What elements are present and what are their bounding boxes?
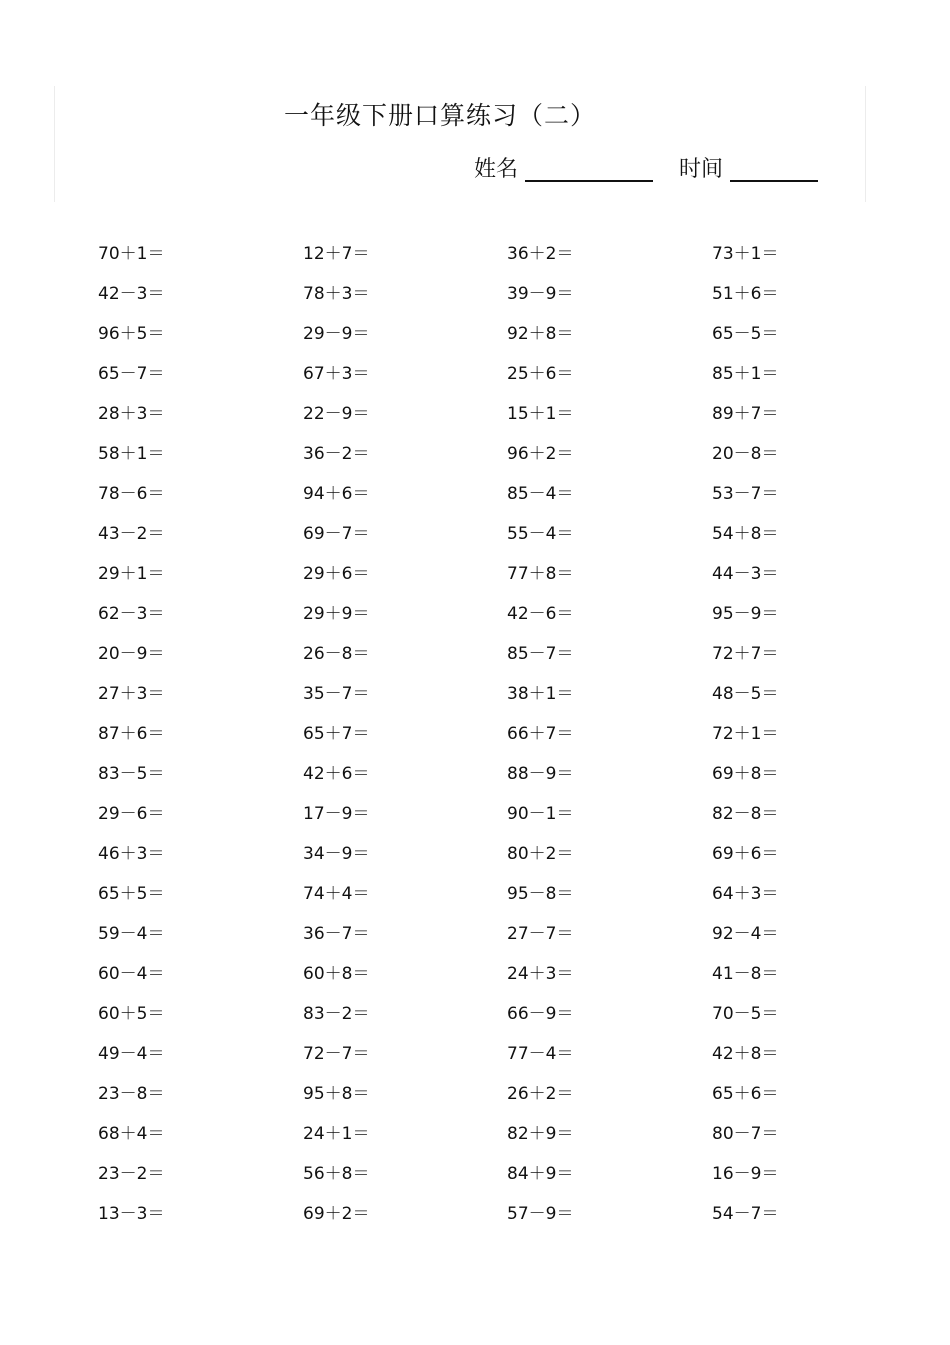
arithmetic-problem: 72－7＝: [303, 1044, 370, 1064]
arithmetic-problem: 57－9＝: [507, 1204, 574, 1224]
name-label: 姓名: [474, 157, 519, 182]
arithmetic-problem: 24＋1＝: [303, 1124, 370, 1144]
arithmetic-problem: 77－4＝: [507, 1044, 574, 1064]
arithmetic-problem: 85－4＝: [507, 484, 574, 504]
arithmetic-problem: 80－7＝: [712, 1124, 779, 1144]
arithmetic-problem: 65－5＝: [712, 324, 779, 344]
arithmetic-problem: 17－9＝: [303, 804, 370, 824]
problem-row: [98, 600, 918, 640]
arithmetic-problem: 69＋8＝: [712, 764, 779, 784]
problem-row: [98, 640, 918, 680]
arithmetic-problem: 20－9＝: [98, 644, 165, 664]
arithmetic-problem: 28＋3＝: [98, 404, 165, 424]
arithmetic-problem: 72＋7＝: [712, 644, 779, 664]
arithmetic-problem: 54＋8＝: [712, 524, 779, 544]
arithmetic-problem: 42－6＝: [507, 604, 574, 624]
arithmetic-problem: 55－4＝: [507, 524, 574, 544]
arithmetic-problem: 96＋5＝: [98, 324, 165, 344]
arithmetic-problem: 89＋7＝: [712, 404, 779, 424]
arithmetic-problem: 90－1＝: [507, 804, 574, 824]
arithmetic-problem: 92＋8＝: [507, 324, 574, 344]
problem-row: [98, 520, 918, 560]
arithmetic-problem: 42＋6＝: [303, 764, 370, 784]
arithmetic-problem: 83－5＝: [98, 764, 165, 784]
name-blank-line: [525, 180, 653, 182]
arithmetic-problem: 29＋9＝: [303, 604, 370, 624]
arithmetic-problem: 15＋1＝: [507, 404, 574, 424]
arithmetic-problem: 70＋1＝: [98, 244, 165, 264]
arithmetic-problem: 29－9＝: [303, 324, 370, 344]
arithmetic-problem: 16－9＝: [712, 1164, 779, 1184]
arithmetic-problem: 36－7＝: [303, 924, 370, 944]
arithmetic-problem: 78＋3＝: [303, 284, 370, 304]
arithmetic-problem: 67＋3＝: [303, 364, 370, 384]
arithmetic-problem: 22－9＝: [303, 404, 370, 424]
problem-row: [98, 760, 918, 800]
arithmetic-problem: 56＋8＝: [303, 1164, 370, 1184]
arithmetic-problem: 72＋1＝: [712, 724, 779, 744]
arithmetic-problem: 83－2＝: [303, 1004, 370, 1024]
arithmetic-problem: 69－7＝: [303, 524, 370, 544]
problem-row: [98, 800, 918, 840]
arithmetic-problem: 70－5＝: [712, 1004, 779, 1024]
problem-row: [98, 1040, 918, 1080]
arithmetic-problem: 69＋2＝: [303, 1204, 370, 1224]
arithmetic-problem: 27－7＝: [507, 924, 574, 944]
arithmetic-problem: 85＋1＝: [712, 364, 779, 384]
arithmetic-problem: 65＋5＝: [98, 884, 165, 904]
arithmetic-problem: 60＋5＝: [98, 1004, 165, 1024]
arithmetic-problem: 23－8＝: [98, 1084, 165, 1104]
time-label: 时间: [679, 157, 724, 182]
problem-grid: [98, 240, 918, 1240]
arithmetic-problem: 29＋1＝: [98, 564, 165, 584]
arithmetic-problem: 69＋6＝: [712, 844, 779, 864]
arithmetic-problem: 42－3＝: [98, 284, 165, 304]
arithmetic-problem: 82＋9＝: [507, 1124, 574, 1144]
arithmetic-problem: 49－4＝: [98, 1044, 165, 1064]
problem-row: [98, 240, 918, 280]
arithmetic-problem: 13－3＝: [98, 1204, 165, 1224]
arithmetic-problem: 44－3＝: [712, 564, 779, 584]
arithmetic-problem: 51＋6＝: [712, 284, 779, 304]
arithmetic-problem: 12＋7＝: [303, 244, 370, 264]
arithmetic-problem: 26＋2＝: [507, 1084, 574, 1104]
problem-row: [98, 560, 918, 600]
arithmetic-problem: 84＋9＝: [507, 1164, 574, 1184]
time-blank-line: [730, 180, 818, 182]
problem-row: [98, 720, 918, 760]
problem-row: [98, 840, 918, 880]
problem-row: [98, 920, 918, 960]
arithmetic-problem: 77＋8＝: [507, 564, 574, 584]
problem-row: [98, 360, 918, 400]
problem-row: [98, 1200, 918, 1240]
arithmetic-problem: 65＋6＝: [712, 1084, 779, 1104]
problem-row: [98, 440, 918, 480]
arithmetic-problem: 35－7＝: [303, 684, 370, 704]
arithmetic-problem: 80＋2＝: [507, 844, 574, 864]
arithmetic-problem: 60＋8＝: [303, 964, 370, 984]
arithmetic-problem: 66－9＝: [507, 1004, 574, 1024]
arithmetic-problem: 46＋3＝: [98, 844, 165, 864]
arithmetic-problem: 73＋1＝: [712, 244, 779, 264]
worksheet-title: 一年级下册口算练习（二）: [284, 101, 597, 130]
arithmetic-problem: 82－8＝: [712, 804, 779, 824]
arithmetic-problem: 29－6＝: [98, 804, 165, 824]
arithmetic-problem: 59－4＝: [98, 924, 165, 944]
arithmetic-problem: 36＋2＝: [507, 244, 574, 264]
arithmetic-problem: 65－7＝: [98, 364, 165, 384]
arithmetic-problem: 39－9＝: [507, 284, 574, 304]
arithmetic-problem: 48－5＝: [712, 684, 779, 704]
problem-row: [98, 400, 918, 440]
arithmetic-problem: 66＋7＝: [507, 724, 574, 744]
problem-row: [98, 480, 918, 520]
arithmetic-problem: 34－9＝: [303, 844, 370, 864]
arithmetic-problem: 68＋4＝: [98, 1124, 165, 1144]
arithmetic-problem: 41－8＝: [712, 964, 779, 984]
arithmetic-problem: 95＋8＝: [303, 1084, 370, 1104]
problem-row: [98, 1080, 918, 1120]
arithmetic-problem: 87＋6＝: [98, 724, 165, 744]
arithmetic-problem: 29＋6＝: [303, 564, 370, 584]
arithmetic-problem: 64＋3＝: [712, 884, 779, 904]
arithmetic-problem: 58＋1＝: [98, 444, 165, 464]
arithmetic-problem: 20－8＝: [712, 444, 779, 464]
arithmetic-problem: 88－9＝: [507, 764, 574, 784]
arithmetic-problem: 42＋8＝: [712, 1044, 779, 1064]
arithmetic-problem: 24＋3＝: [507, 964, 574, 984]
arithmetic-problem: 54－7＝: [712, 1204, 779, 1224]
arithmetic-problem: 65＋7＝: [303, 724, 370, 744]
arithmetic-problem: 43－2＝: [98, 524, 165, 544]
arithmetic-problem: 78－6＝: [98, 484, 165, 504]
arithmetic-problem: 95－9＝: [712, 604, 779, 624]
problem-row: [98, 960, 918, 1000]
arithmetic-problem: 96＋2＝: [507, 444, 574, 464]
problem-row: [98, 1120, 918, 1160]
arithmetic-problem: 26－8＝: [303, 644, 370, 664]
problem-row: [98, 320, 918, 360]
arithmetic-problem: 94＋6＝: [303, 484, 370, 504]
arithmetic-problem: 85－7＝: [507, 644, 574, 664]
problem-row: [98, 1160, 918, 1200]
problem-row: [98, 280, 918, 320]
arithmetic-problem: 53－7＝: [712, 484, 779, 504]
arithmetic-problem: 36－2＝: [303, 444, 370, 464]
arithmetic-problem: 38＋1＝: [507, 684, 574, 704]
arithmetic-problem: 95－8＝: [507, 884, 574, 904]
arithmetic-problem: 92－4＝: [712, 924, 779, 944]
arithmetic-problem: 25＋6＝: [507, 364, 574, 384]
problem-row: [98, 1000, 918, 1040]
problem-row: [98, 880, 918, 920]
arithmetic-problem: 23－2＝: [98, 1164, 165, 1184]
problem-row: [98, 680, 918, 720]
arithmetic-problem: 62－3＝: [98, 604, 165, 624]
arithmetic-problem: 74＋4＝: [303, 884, 370, 904]
arithmetic-problem: 27＋3＝: [98, 684, 165, 704]
arithmetic-problem: 60－4＝: [98, 964, 165, 984]
